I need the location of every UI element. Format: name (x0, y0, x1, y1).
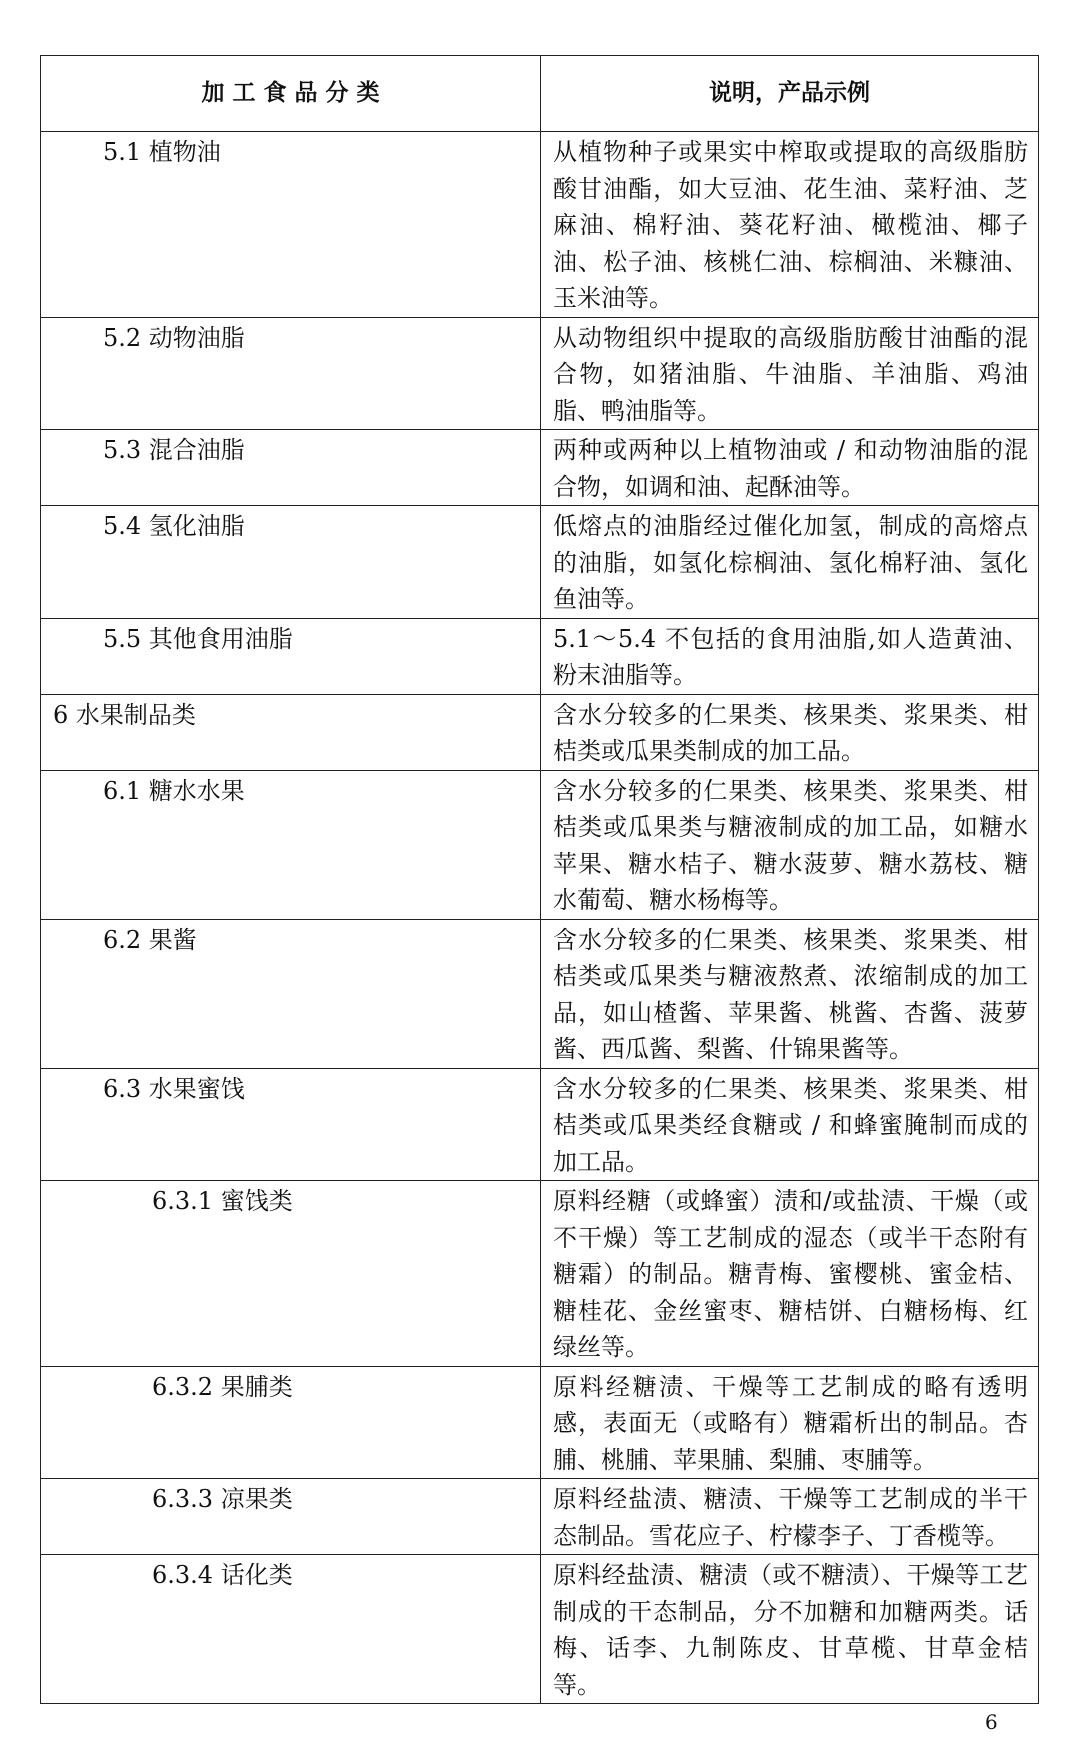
description-cell: 含水分较多的仁果类、核果类、浆果类、柑桔类或瓜果类与糖液制成的加工品，如糖水苹果、糖水桔子、糖水菠萝、糖水荔枝、糖水葡萄、糖水杨梅等。 (541, 770, 1039, 919)
table-row (41, 132, 1039, 318)
table-row (41, 430, 1039, 506)
table-row (41, 1181, 1039, 1367)
category-cell: 6.3.1 蜜饯类 (41, 1181, 541, 1367)
description-cell: 5.1～5.4 不包括的食用油脂,如人造黄油、粉末油脂等。 (541, 618, 1039, 694)
category-cell: 5.1 植物油 (41, 132, 541, 318)
food-classification-table (40, 55, 1039, 1704)
description-cell: 原料经糖（或蜂蜜）渍和/或盐渍、干燥（或不干燥）等工艺制成的湿态（或半干态附有糖霜）的制品。糖青梅、蜜樱桃、蜜金桔、糖桂花、金丝蜜枣、糖桔饼、白糖杨梅、红绿丝等。 (541, 1181, 1039, 1367)
category-cell: 6.3.2 果脯类 (41, 1366, 541, 1479)
description-cell: 两种或两种以上植物油或 / 和动物油脂的混合物，如调和油、起酥油等。 (541, 430, 1039, 506)
category-cell: 6.3.4 话化类 (41, 1555, 541, 1704)
header-description: 说明，产品示例 (541, 56, 1039, 132)
table-row (41, 618, 1039, 694)
table-row (41, 770, 1039, 919)
category-cell: 6.1 糖水水果 (41, 770, 541, 919)
table-row (41, 694, 1039, 770)
table-row (41, 1555, 1039, 1704)
description-cell: 原料经盐渍、糖渍（或不糖渍）、干燥等工艺制成的干态制品，分不加糖和加糖两类。话梅、话李、九制陈皮、甘草榄、甘草金桔等。 (541, 1555, 1039, 1704)
table-row (41, 1366, 1039, 1479)
category-cell: 5.2 动物油脂 (41, 317, 541, 430)
description-cell: 原料经盐渍、糖渍、干燥等工艺制成的半干态制品。雪花应子、柠檬李子、丁香榄等。 (541, 1479, 1039, 1555)
table-row (41, 317, 1039, 430)
table-header-row (41, 56, 1039, 132)
description-cell: 含水分较多的仁果类、核果类、浆果类、柑桔类或瓜果类经食糖或 / 和蜂蜜腌制而成的加工品。 (541, 1068, 1039, 1181)
table-row (41, 1068, 1039, 1181)
category-cell: 6 水果制品类 (41, 694, 541, 770)
description-cell: 原料经糖渍、干燥等工艺制成的略有透明感，表面无（或略有）糖霜析出的制品。杏脯、桃脯、苹果脯、梨脯、枣脯等。 (541, 1366, 1039, 1479)
category-cell: 5.5 其他食用油脂 (41, 618, 541, 694)
description-cell: 从动物组织中提取的高级脂肪酸甘油酯的混合物，如猪油脂、牛油脂、羊油脂、鸡油脂、鸭油脂等。 (541, 317, 1039, 430)
page-number: 6 (985, 1710, 998, 1734)
category-cell: 6.3 水果蜜饯 (41, 1068, 541, 1181)
category-cell: 6.3.3 凉果类 (41, 1479, 541, 1555)
table-row (41, 506, 1039, 619)
description-cell: 含水分较多的仁果类、核果类、浆果类、柑桔类或瓜果类制成的加工品。 (541, 694, 1039, 770)
description-cell: 低熔点的油脂经过催化加氢，制成的高熔点的油脂，如氢化棕榈油、氢化棉籽油、氢化鱼油等。 (541, 506, 1039, 619)
table-row (41, 1479, 1039, 1555)
category-cell: 6.2 果酱 (41, 919, 541, 1068)
description-cell: 含水分较多的仁果类、核果类、浆果类、柑桔类或瓜果类与糖液熬煮、浓缩制成的加工品，如山楂酱、苹果酱、桃酱、杏酱、菠萝酱、西瓜酱、梨酱、什锦果酱等。 (541, 919, 1039, 1068)
category-cell: 5.4 氢化油脂 (41, 506, 541, 619)
table-row (41, 919, 1039, 1068)
category-cell: 5.3 混合油脂 (41, 430, 541, 506)
header-category: 加 工 食 品 分 类 (41, 56, 541, 132)
description-cell: 从植物种子或果实中榨取或提取的高级脂肪酸甘油酯，如大豆油、花生油、菜籽油、芝麻油、棉籽油、葵花籽油、橄榄油、椰子油、松子油、核桃仁油、棕榈油、米糠油、玉米油等。 (541, 132, 1039, 318)
